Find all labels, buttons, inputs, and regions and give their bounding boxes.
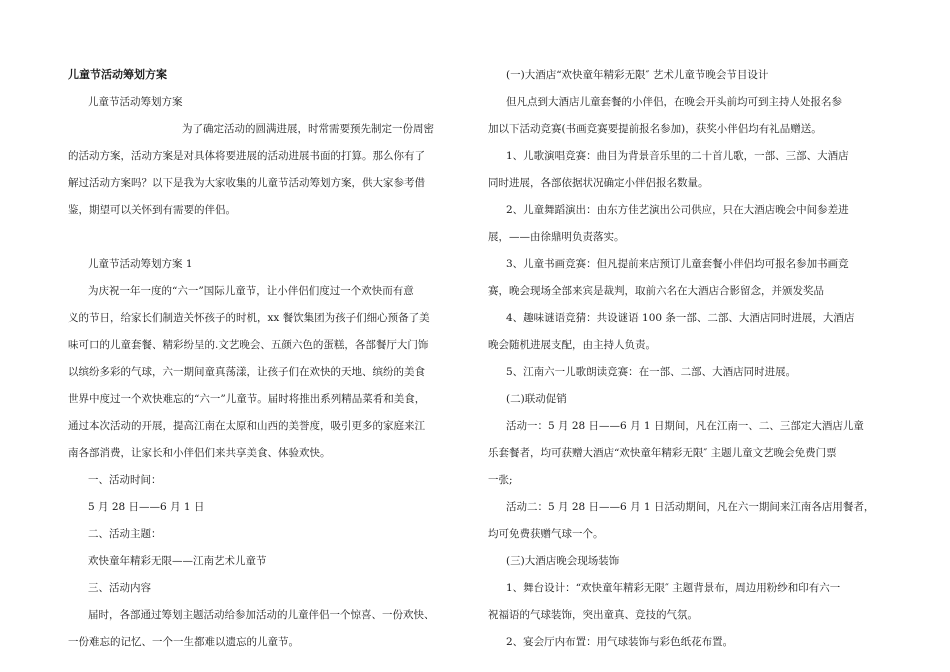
promo-line: 乐套餐者，均可获赠大酒店“欢快童年精彩无限″ 主题儿童文艺晚会免费门票 (488, 447, 837, 459)
intro-line: 解过活动方案吗？以下是我为大家收集的儿童节活动筹划方案，供大家参考借 (68, 177, 425, 189)
paragraph-line: 味可口的儿童套餐、精彩纷呈的.文艺晚会、五颜六色的蛋糕，各部餐厅大门饰 (68, 339, 429, 351)
right-column (488, 66, 883, 660)
document-subtitle: 儿童节活动筹划方案 (88, 96, 183, 108)
promo-line: 均可免费获赠气球一个。 (488, 528, 604, 540)
list-item: 4、趣味谜语竞猜：共设谜语 100 条一部、二部、大酒店同时进展，大酒店 (506, 312, 855, 324)
paragraph-line: 通过本次活动的开展，提高江南在太原和山西的美誉度，吸引更多的家庭来江 (68, 420, 425, 432)
list-item: 同时进展，各部依据状况确定小伴侣报名数量。 (488, 177, 709, 189)
paragraph-line: 世界中度过一个欢快难忘的“六一”儿童节。届时将推出系列精品菜肴和美食， (68, 393, 426, 405)
program-heading: (一)大酒店“欢快童年精彩无限″ 艺术儿童节晚会节目设计 (506, 69, 769, 81)
content-line: 一份难忘的记忆、一个一生都难以遗忘的儿童节。 (68, 636, 299, 648)
left-column (68, 66, 460, 660)
theme-value: 欢快童年精彩无限——江南艺术儿童节 (88, 555, 267, 567)
decoration-line: 祝福语的气球装饰，突出童真、竞技的气氛。 (488, 609, 698, 621)
theme-heading: 二、活动主题： (88, 528, 162, 540)
intro-line: 为了确定活动的圆满进展，时常需要预先制定一份周密 (182, 123, 434, 135)
paragraph-line: 以缤纷多彩的气球，六一期间童真荡漾，让孩子们在欢快的天地、缤纷的美食 (68, 366, 425, 378)
list-item: 5、江南六一儿歌朗读竞赛：在一部、二部、大酒店同时进展。 (506, 366, 797, 378)
paragraph-line: 为庆祝一年一度的“六一”国际儿童节，让小伴侣们度过一个欢快而有意 (88, 285, 414, 297)
content-line: 届时，各部通过筹划主题活动给参加活动的儿童伴侣一个惊喜、一份欢快、 (88, 609, 435, 621)
content-heading: 三、活动内容 (88, 582, 151, 594)
promo-line: 一张; (488, 474, 513, 486)
list-item: 3、儿童书画竞赛：但凡提前来店预订儿童套餐小伴侣均可报名参加书画竞 (506, 258, 849, 270)
paragraph-line: 但凡点到大酒店儿童套餐的小伴侣，在晚会开头前均可到主持人处报名参 (506, 96, 842, 108)
section-heading: 儿童节活动筹划方案 1 (88, 258, 193, 270)
decoration-line: 2、宴会厅内布置：用气球装饰与彩色纸花布置。 (506, 636, 734, 648)
list-item: 赛，晚会现场全部来宾是裁判，取前六名在大酒店合影留念，并颁发奖品 (488, 285, 824, 297)
decoration-heading: (三)大酒店晚会现场装饰 (506, 555, 620, 567)
intro-line: 鉴，期望可以关怀到有需要的伴侣。 (68, 204, 236, 216)
list-item: 2、儿童舞蹈演出：由东方佳艺演出公司供应，只在大酒店晚会中间参差进 (506, 204, 849, 216)
list-item: 展，——由徐鼎明负责落实。 (488, 231, 625, 243)
paragraph-line: 南各部消费，让家长和小伴侣们来共享美食、体验欢快。 (68, 447, 331, 459)
spacer (68, 228, 460, 255)
promo-line: 活动二：5 月 28 日——6 月 1 日活动期间，凡在六一期间来江南各店用餐者， (506, 501, 875, 513)
promo-line: 活动一：5 月 28 日——6 月 1 日期间，凡在江南一、二、三部定大酒店儿童 (506, 420, 864, 432)
intro-line: 的活动方案，活动方案是对具体将要进展的活动进展书面的打算。那么你有了 (68, 150, 425, 162)
time-heading: 一、活动时间： (88, 474, 162, 486)
document-title: 儿童节活动筹划方案 (68, 68, 167, 81)
paragraph-line: 加以下活动竞赛(书画竞赛要提前报名参加)，获奖小伴侣均有礼品赠送。 (488, 123, 822, 135)
time-value: 5 月 28 日——6 月 1 日 (88, 501, 205, 513)
decoration-line: 1、舞台设计：“欢快童年精彩无限″ 主题背景布，周边用粉纱和印有六一 (506, 582, 841, 594)
list-item: 1、儿歌演唱竞赛：曲目为背景音乐里的二十首儿歌，一部、三部、大酒店 (506, 150, 849, 162)
promo-heading: (二)联动促销 (506, 393, 567, 405)
list-item: 晚会随机进展支配，由主持人负责。 (488, 339, 656, 351)
paragraph-line: 义的节日，给家长们制造关怀孩子的时机，xx 餐饮集团为孩子们细心预备了美 (68, 312, 430, 324)
